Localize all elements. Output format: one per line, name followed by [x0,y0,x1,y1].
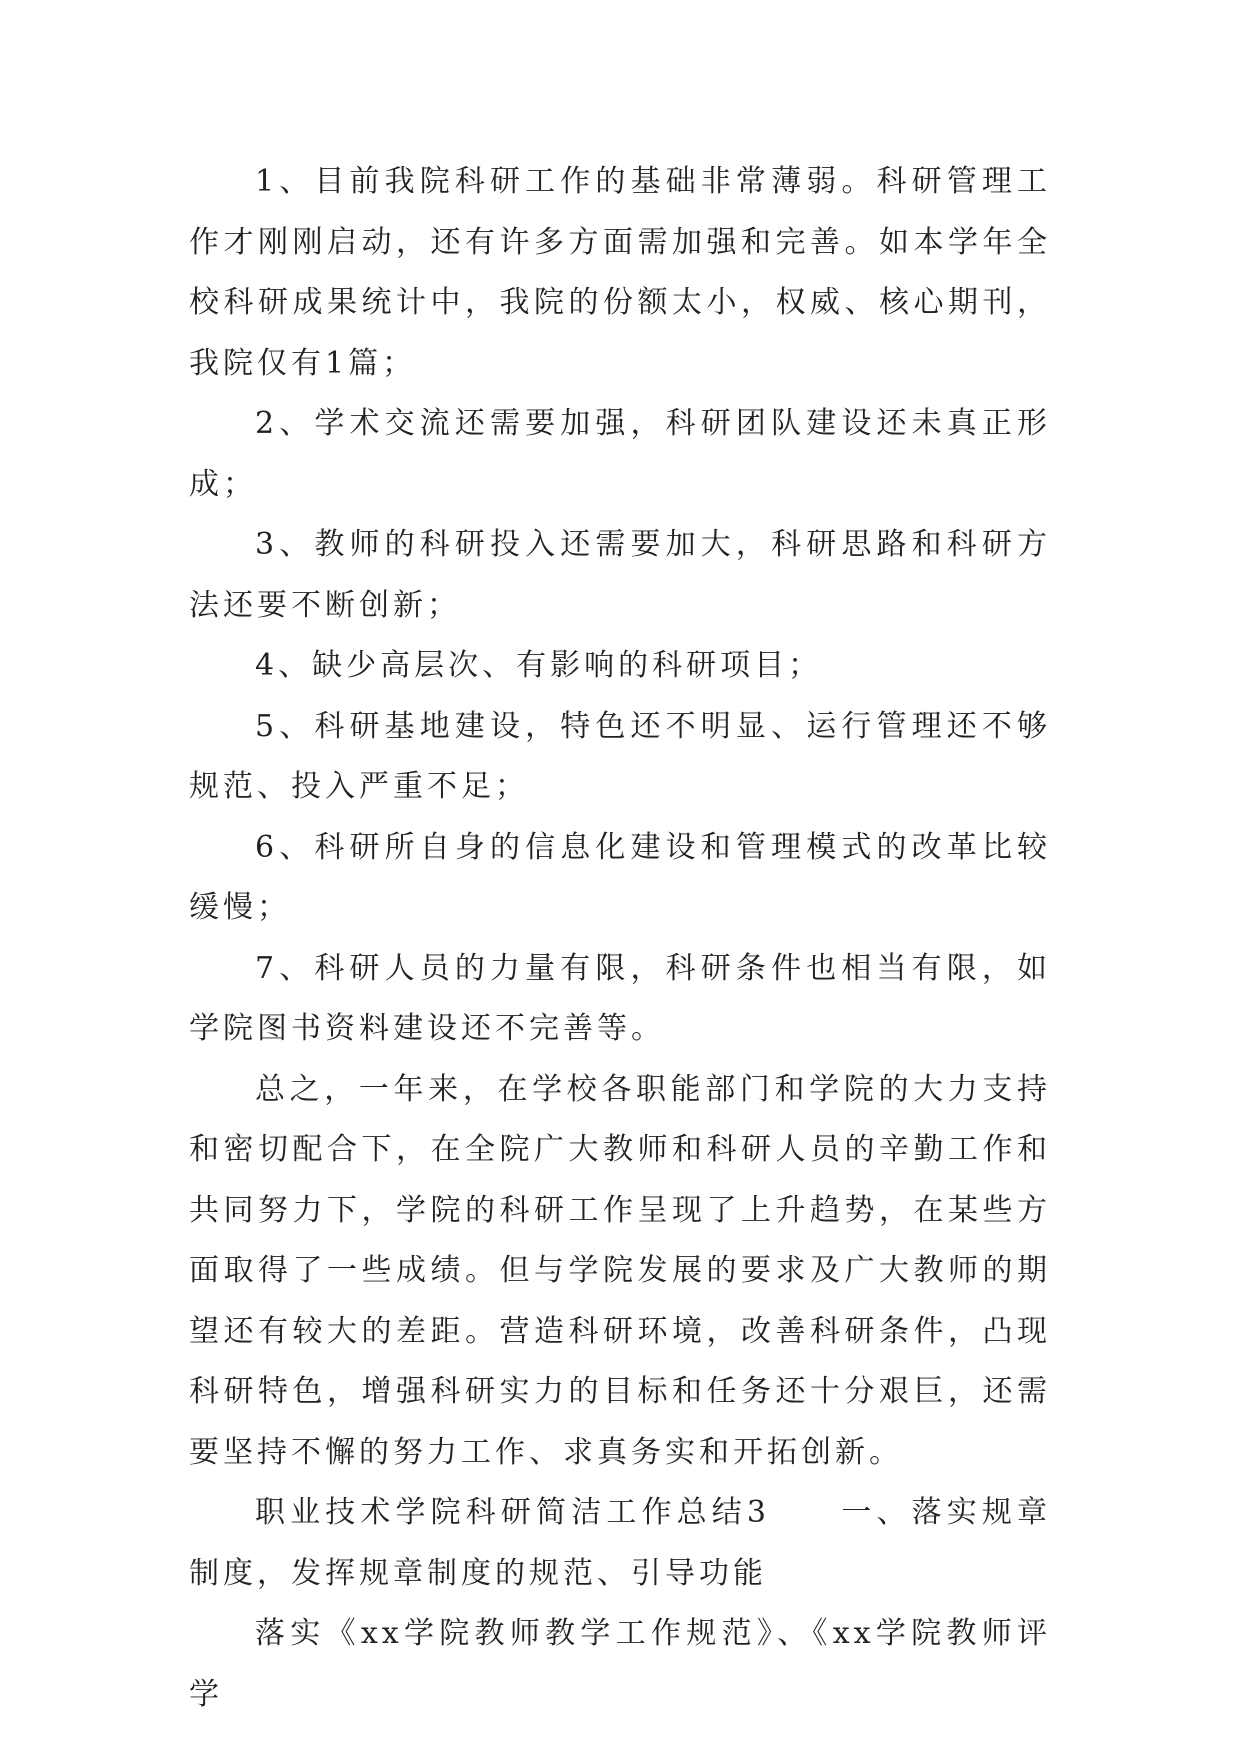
paragraph-3: 3、教师的科研投入还需要加大，科研思路和科研方法还要不断创新； [189,527,1051,623]
paragraph-1: 1、目前我院科研工作的基础非常薄弱。科研管理工作才刚刚启动，还有许多方面需加强和完善。如本学年全校科研成果统计中，我院的份额太小，权威、核心期刊，我院仅有1篇； [189,164,1051,381]
document-body [189,152,1051,1725]
paragraph-2: 2、学术交流还需要加强，科研团队建设还未真正形成； [189,406,1051,502]
summary-paragraph: 总之，一年来，在学校各职能部门和学院的大力支持和密切配合下，在全院广大教师和科研人员的辛勤工作和共同努力下，学院的科研工作呈现了上升趋势，在某些方面取得了一些成绩。但与学院发展的要求及广大教师的期望还有较大的差距。营造科研环境，改善科研条件，凸现科研特色，增强科研实力的目标和任务还十分艰巨，还需要坚持不懈的努力工作、求真务实和开拓创新。 [189,1071,1051,1470]
trailing-paragraph: 落实《xx学院教师教学工作规范》、《xx学院教师评学 [189,1616,1051,1712]
paragraph-7: 7、科研人员的力量有限，科研条件也相当有限，如学院图书资料建设还不完善等。 [189,950,1051,1046]
paragraph-4: 4、缺少高层次、有影响的科研项目； [255,648,823,683]
paragraph-6: 6、科研所自身的信息化建设和管理模式的改革比较缓慢； [189,829,1051,925]
paragraph-5: 5、科研基地建设，特色还不明显、运行管理还不够规范、投入严重不足； [189,708,1051,804]
section-heading-paragraph: 职业技术学院科研简洁工作总结3 一、落实规章制度，发挥规章制度的规范、引导功能 [189,1495,1051,1591]
